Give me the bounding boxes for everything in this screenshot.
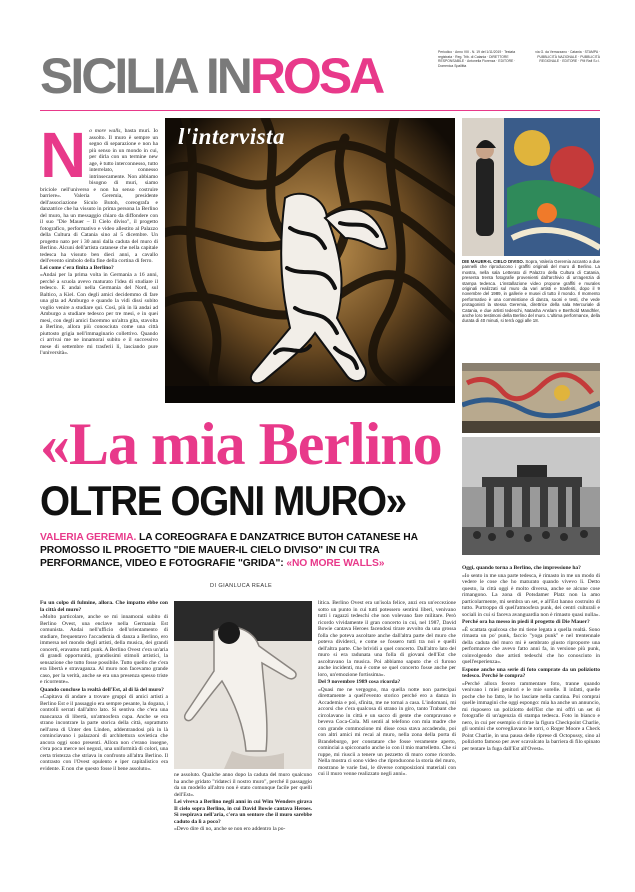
column-b-tail [174,772,312,862]
dropcap: N [40,128,87,191]
deck-pink-start: VALERIA GEREMIA. [40,532,137,543]
brandenburg-gate-illustration [462,437,600,555]
section-label: l'intervista [178,124,285,149]
headline-line1: «La mia Berlino [40,411,442,477]
col-c-answer: litica. Berlino Ovest era un'isola felice, anzi era un'eccezione sotto un punto in cui tutti potessero sentirsi liberi, venivano tutti i ragazzi tedeschi che non volevano fare militare. Però ricordo vividamente il gran concerto in cui, nel 1987, David Bowie cantava Heroes facendosi tirare avvolto da una grossa folla che poteva ascoltare anche dall'altra parte del muro che poteva dividerci, e come se fossero tutti tra noi e quelli dell'altra parte. Che brividi a quel concerto. Dall'altro lato del muro si era radunata una folla di giovani dell'Est che ascoltavano la musica. Poi abbiamo saputo che ci furono anche incidenti, ma è come se quel concerto fosse anche per loro, un'emozione fortissima». [318,600,456,678]
col-a-question-1: Fu un colpo di fulmine, allora. Che impatto ebbe con la città del muro? [40,600,168,613]
masthead-title-part2: ROSA [249,48,383,104]
col-b-answer-2: «Devo dire di no, anche se non ero addentro la po- [174,826,286,832]
lead-column [40,128,158,408]
headline-line2: OLTRE OGNI MURO» [40,477,406,524]
col-b-answer: ne assoluto. Qualche anno dopo la caduta del muro qualcuno ha anche gridato "ridateci il nostro muro", perché il passaggio da un modello all'altro non è stato comunque facile per quelli dell'Est». [174,772,312,798]
main-photo-dancer [165,118,455,403]
caption-bold: DIE MAUER-IL CIELO DIVISO. [462,259,525,264]
deck-pink-end: «NO MORE WALLS» [286,558,385,569]
photo-brandenburg-gate [462,437,600,555]
photo-geremia-with-graffiti [462,118,600,256]
masthead-title-part1: SICILIA IN [40,48,250,104]
lead-question-1: Lei come c'era finita a Berlino? [40,264,114,271]
masthead-rule [40,110,600,111]
col-d-question-1: Oggi, quando torna a Berlino, che impressione ha? [462,565,581,571]
lead-text: , basta muri. Io assolto. Il muro è sempre un segno di separazione e non ha più senso in un mondo in cui, per dirla con un termine new age, è tutto interconnesso, tutto interrelato, connesso intrinsecamente. Non abbiamo bisogno di muri, siamo briciole nell'universo e non ha senso costruire barriere». Valeria Geremia, presidente dell'associazione Siculo Butoh, coreografa e danzatrice che ha vissuto in prima persona la Berlino del muro, ha un messaggio chiaro da diffondere con il suo "Die Mauer – Il Cielo diviso", il progetto fotografico, performativo e video allestito al Palazzo della Cultura di Catania sino al 5 dicembre. Un progetto nato per i 30 anni dalla caduta del muro di Berlino. Alcuni dell'artista catanese che nella capitale tedesca ha vissuto ben dieci anni, a cavallo dell'evento simbolo della fine della cortina di ferro. [40,128,158,264]
deck-text: LA COREOGRAFA E DANZATRICE BUTOH CATANESE HA PROMOSSO IL PROGETTO "DIE MAUER-IL CIELO DIVISO" IN CUI TRA PERFORMANCE, VIDEO E FOTOGRAFIE "GRIDA": [40,532,418,569]
column-d [462,565,600,858]
caption-text: Sopra, Valeria Geremia accanto a due pannelli che riproducono i graffiti originali del muro di Berlino. La mostra, nella sala Letterato di Palazzo della Cultura di Catania, presenta trenta fotografie provenienti dall'archivio di un'agenzia di stampa tedesca. L'installazione video propone graffiti e murales originali realizzati sul muro da vari artisti e trasferiti, dopo il 9 novembre del 1989, in gallerie e musei di tutto il mondo. Il momento performativo è una commistione di danza, suoni e testi, che vede protagonisti la stessa Geremia, direttrice della sala Mercuriale di Catania, e due artisti tedeschi, Natasha Anslam e Berthold Mandhler, anche loro testimoni della Berlino del muro. L'ultima performance, della durata di 40 minuti, si terrà oggi alle 18. [462,259,600,324]
col-d-answer-3: «Perché allora fecero rammentare foto, tranne quando venivano i miei genitori e le mie sorelle. Il infatti, quelle poche che ho fatto, le ho lasciate nella cantina. Poi comprai quelle immagini che oggi espongo: mia ha anche un annuncio, mi risposero un poliziotto dell'Est che mi offrì un set di fotografie di un'agenzia di stampa tedesca. Foto in bianco e nero, in cui per esempio si ritrae la figura Checkpoint Charlie, gli uomini che sorvegliavano le torri, o Roger Moore a Check Point Charlie, in una pausa delle riprese di Octopussy, sino al poliziotto famoso per aver scavalcato la barriera di filo spinato per tentare la fuga dall'Est all'Ovest». [462,680,600,752]
photo-wall-graffiti [462,363,600,433]
performance-illustration [174,601,312,769]
masthead-title [40,48,382,104]
photo-caption [462,259,600,324]
masthead [40,44,600,106]
col-c-answer-2: «Quasi me ne vergogno, ma quella notte non partecipai direttamente a quell'evento storico perché ero a danza in Accademia e poi, sfinita, me ne tornai a casa. L'indomani, mi accorsi che c'era qualcosa di strano in giro, tanto Trabant che circolavano in città e un sacco di gente che compravano e beveva Coca-Cola. Mi sentii al telefono con mia madre che con grande commozione mi disse cosa stava accadendo, poi con altri amici mi recai al muro, nella zona della porta di Brandeburgo, per constatare che fosse veramente aperto, cominciai a spicconarlo anche io con il mio martelletto. Che si ruppe, mi riuscii a tenere un pezzetto di muro come ricordo. Nella mostra ci sono video che riproducono la storia del muro, mostrano le varie fasi, le diverse composizioni materiali con cui il muro venne realizzato negli anni». [318,686,456,777]
col-c-question: Del 9 novembre 1989 cosa ricorda? [318,679,401,685]
col-d-answer-2: «È scattata qualcosa che mi tiene legata a quella realtà. Sono rimasta un po' punk, faccio "yoga punk" e nel trentennale della caduta del muro mi è sembrato giusto riproporre una performance che avevo fatto anni fa, in versione più punk, coinvolgendo due artisti tedeschi che ho conosciuto in quell'esperienza». [462,626,600,665]
col-b-question: Lei viveva a Berlino negli anni in cui Wim Wenders girava Il cielo sopra Berlino, in cui David Bowie cantava Heroes. Si respirava nell'aria, c'era un sentore che il muro sarebbe caduto da lì a poco? [174,799,312,825]
col-d-question-2: Perché ora ha messo in piedi il progetto di Die Mauer? [462,619,590,625]
masthead-meta-right: via G. da Verrazzano · Catania · STAMPA · PUBBLICITÀ NAZIONALE · PUBBLICITÀ REGIONALE · EDITORE · PM Rafi S.r.l. [535,50,600,64]
wall-graffiti-illustration [462,363,600,433]
photo-performance [174,601,312,769]
column-a [40,600,168,858]
dancer-illustration [165,118,455,403]
masthead-meta-left: Periodico · Anno VIII - N. 19 del 1/11/2019 · Testata registrata · Reg. Trib. di Catania · DIRETTORE RESPONSABILE · Antonella Fiorenza · EDITORE · Domenica Spallitta [438,50,516,68]
col-a-question-2: Quando concluse la realtà dell'Est, al di là del muro? [40,686,164,693]
lead-answer-1: «Andai per la prima volta in Germania a 16 anni, perché a scuola avevo maturato l'idea di studiare il tedesco. E andai nella Germania del Nord, sul Baltico, a Kiel. Con degli amici decidemmo di fare una gita ad Amburgo e quando la vidi dissi subito voglio venire a studiare qui. Così, più in là andai ad Amburgo a studiare tedesco per tre mesi, e in quei mesi, con degli amici facemmo un'altra gita, stavolta a Berlino, allora più conosciuta come una città piuttosto grigia nell'immaginario collettivo. Quando ci arrivai me ne innamorai subito e il successivo mese di settembre mi trasferii lì, lasciando pure l'università». [40,272,158,356]
col-d-question-3: Espone anche una serie di foto comprate da un poliziotto tedesco. Perché le compra? [462,666,600,679]
graffiti-panels-illustration [462,118,600,256]
col-a-answer-2: «Capitava di andare a trovare gruppi di amici artisti a Berlino Est e il passaggio era sempre pesante, la dogana, i controlli serrati dall'altro lato. Si sentiva che c'era una mancanza di libertà, un'atmosfera cupa. Anche se era strano incontrare la parte storica della città, soprattutto nell'area di Unter den Linden, addentrandosi più in là cominciavano i palazzoni di architettura sovietica che ancora oggi sono presenti. Allora non c'erano insegne, c'era poca merce nei negozi, una uniformità di colori, una certa tristezza che striava in confronto all'altra Berlino. Il contrasto con l'Ovest opulento e iper capitalistico era evidente. E non che questo fosse il bene assoluto». [40,694,168,772]
col-a-answer-1: «Molto particolare, anche se mi innamorai subito di Berlino Ovest, una enclave nella Germania Est comunista. Andai nell'ufficio dell'orientamento di studiare, frequentavo l'accademia di danza a Berlino, ero immersa nel mondo degli artisti, della musica, dei grandi concerti, eravamo tutti punk. A Berlino Ovest c'era un'aria di grandi opportunità, grandissimi stimoli artistici, la sensazione che tutto fosse possibile. Tutto quello che c'era era libertà e stravaganza. Al muro non facevamo grande caso, per la verità, anche se era una presenza spesso triste e ricorrente». [40,614,168,685]
byline: DI GIANLUCA REALE [210,583,273,589]
deck [40,531,458,570]
lead-em-text: o more walls [89,128,121,134]
column-c [318,600,456,858]
col-d-answer-1: «Io sento in me una parte tedesca, è rimasto in me un modo di vedere le cose che ho maturato quando vivevo lì. Detto questo, la città oggi è molto diversa, anche se alcune cose rimangono. La zona di Potsdamer Platz non la amo particolarmente, mi sembra un set, e all'Est hanno costruito di tutto. Purtroppo di quell'atmosfera punk, dei centri culturali e sociali in cui si faceva avanguardia non è rimasto quasi nulla». [462,572,600,618]
